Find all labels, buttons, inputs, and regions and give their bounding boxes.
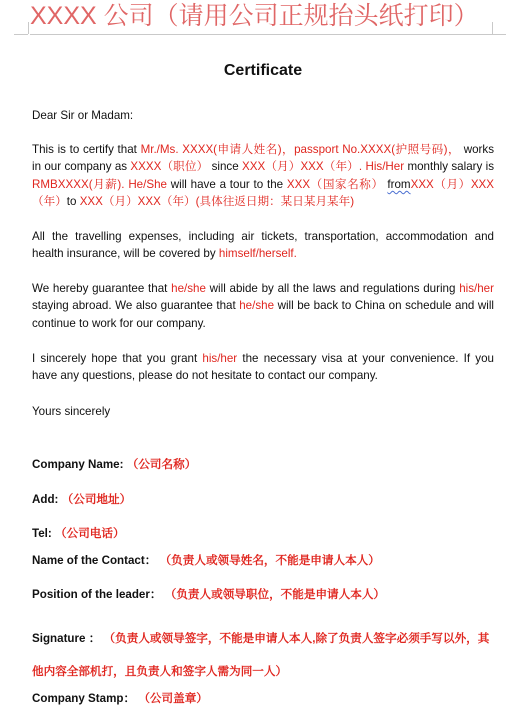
text: will abide by all the laws and regulations during bbox=[205, 282, 460, 295]
margin-mark-left-vertical bbox=[28, 22, 29, 34]
text: the necessary visa at your convenience. If you have any questions, please do not hesitate to contact our company. bbox=[32, 352, 494, 383]
field-value: （公司名称） bbox=[126, 458, 197, 471]
paragraph-request bbox=[32, 350, 494, 385]
position-placeholder: XXXX（职位） bbox=[130, 160, 209, 174]
pronoun-placeholder: he/she bbox=[171, 282, 206, 295]
text: will have a tour to the bbox=[166, 177, 287, 191]
from-word: from bbox=[387, 177, 411, 191]
text: This is to certify that bbox=[32, 143, 141, 156]
field-label: Tel: bbox=[32, 527, 52, 540]
field-value: （负责人或领导职位，不能是申请人本人） bbox=[164, 588, 386, 601]
paragraph-certify bbox=[32, 141, 494, 211]
text: staying abroad. We also guarantee that bbox=[32, 299, 240, 313]
closing: Yours sincerely bbox=[32, 405, 111, 418]
payer-placeholder: himself/herself. bbox=[218, 247, 297, 261]
pronoun-placeholder: He/She bbox=[128, 177, 167, 191]
to-date-placeholder: XXX（月）XXX（年）(具体往返日期：某日某月某年) bbox=[79, 195, 355, 209]
text: since bbox=[208, 160, 243, 174]
text: We hereby guarantee that bbox=[32, 282, 172, 295]
contact-field bbox=[32, 552, 498, 569]
salutation: Dear Sir or Madam: bbox=[32, 109, 134, 122]
letterhead: XXXX 公司（请用公司正规抬头纸打印） bbox=[30, 2, 479, 30]
paragraph-expenses bbox=[32, 228, 494, 263]
applicant-name-placeholder: Mr./Ms. XXXX(申请人姓名)，passport No.XXXX(护照号码)， bbox=[140, 143, 461, 156]
tel-field bbox=[32, 525, 498, 542]
country-placeholder: XXX（国家名称） bbox=[286, 177, 384, 191]
header-rule bbox=[30, 34, 500, 35]
pronoun-placeholder: his/her bbox=[459, 282, 494, 295]
leader-position-field bbox=[32, 586, 498, 603]
text: works in our company as bbox=[32, 143, 494, 174]
field-label: Company Stamp： bbox=[32, 692, 136, 705]
company-name-field bbox=[32, 456, 498, 473]
field-value: （公司电话） bbox=[55, 527, 125, 540]
field-label: Add: bbox=[32, 493, 59, 506]
margin-mark-right bbox=[492, 34, 506, 35]
pronoun-placeholder: he/she bbox=[239, 299, 275, 313]
signature-field bbox=[32, 622, 498, 688]
since-date-placeholder: XXX（月）XXX（年）. bbox=[242, 160, 363, 174]
field-label: Signature ： bbox=[32, 632, 101, 645]
pronoun-placeholder: his/her bbox=[202, 352, 238, 365]
paragraph-guarantee bbox=[32, 280, 494, 332]
from-date-placeholder: XXX（月）XXX（年） bbox=[32, 177, 495, 209]
text: I sincerely hope that you grant bbox=[32, 352, 203, 365]
field-label: Name of the Contact： bbox=[32, 554, 157, 567]
text: to bbox=[66, 195, 80, 209]
field-value: （负责人或领导姓名，不能是申请人本人） bbox=[159, 554, 380, 567]
field-value: （负责人或领导签字，不能是申请人本人,除了负责人签字必须手写以外，其他内容全部机打，且负责人和签字人需为同一人） bbox=[32, 632, 490, 678]
field-value: （公司盖章） bbox=[138, 692, 208, 705]
field-value: （公司地址） bbox=[61, 493, 132, 506]
margin-mark-right-vertical bbox=[492, 22, 493, 34]
pronoun-placeholder: His/Her bbox=[365, 160, 405, 174]
company-stamp-field bbox=[32, 690, 498, 707]
salary-placeholder: RMBXXXX(月薪). bbox=[32, 177, 125, 191]
margin-mark-left bbox=[14, 34, 28, 35]
text: will be back to China on schedule and will continue to work for our company. bbox=[32, 299, 494, 330]
field-label: Company Name: bbox=[32, 458, 124, 471]
text: All the travelling expenses, including air tickets, transportation, accommodation and health insurance, will be covered by bbox=[32, 230, 494, 261]
field-label: Position of the leader： bbox=[32, 588, 162, 601]
address-field bbox=[32, 491, 498, 508]
text: monthly salary is bbox=[404, 160, 495, 174]
document-title: Certificate bbox=[223, 62, 303, 79]
